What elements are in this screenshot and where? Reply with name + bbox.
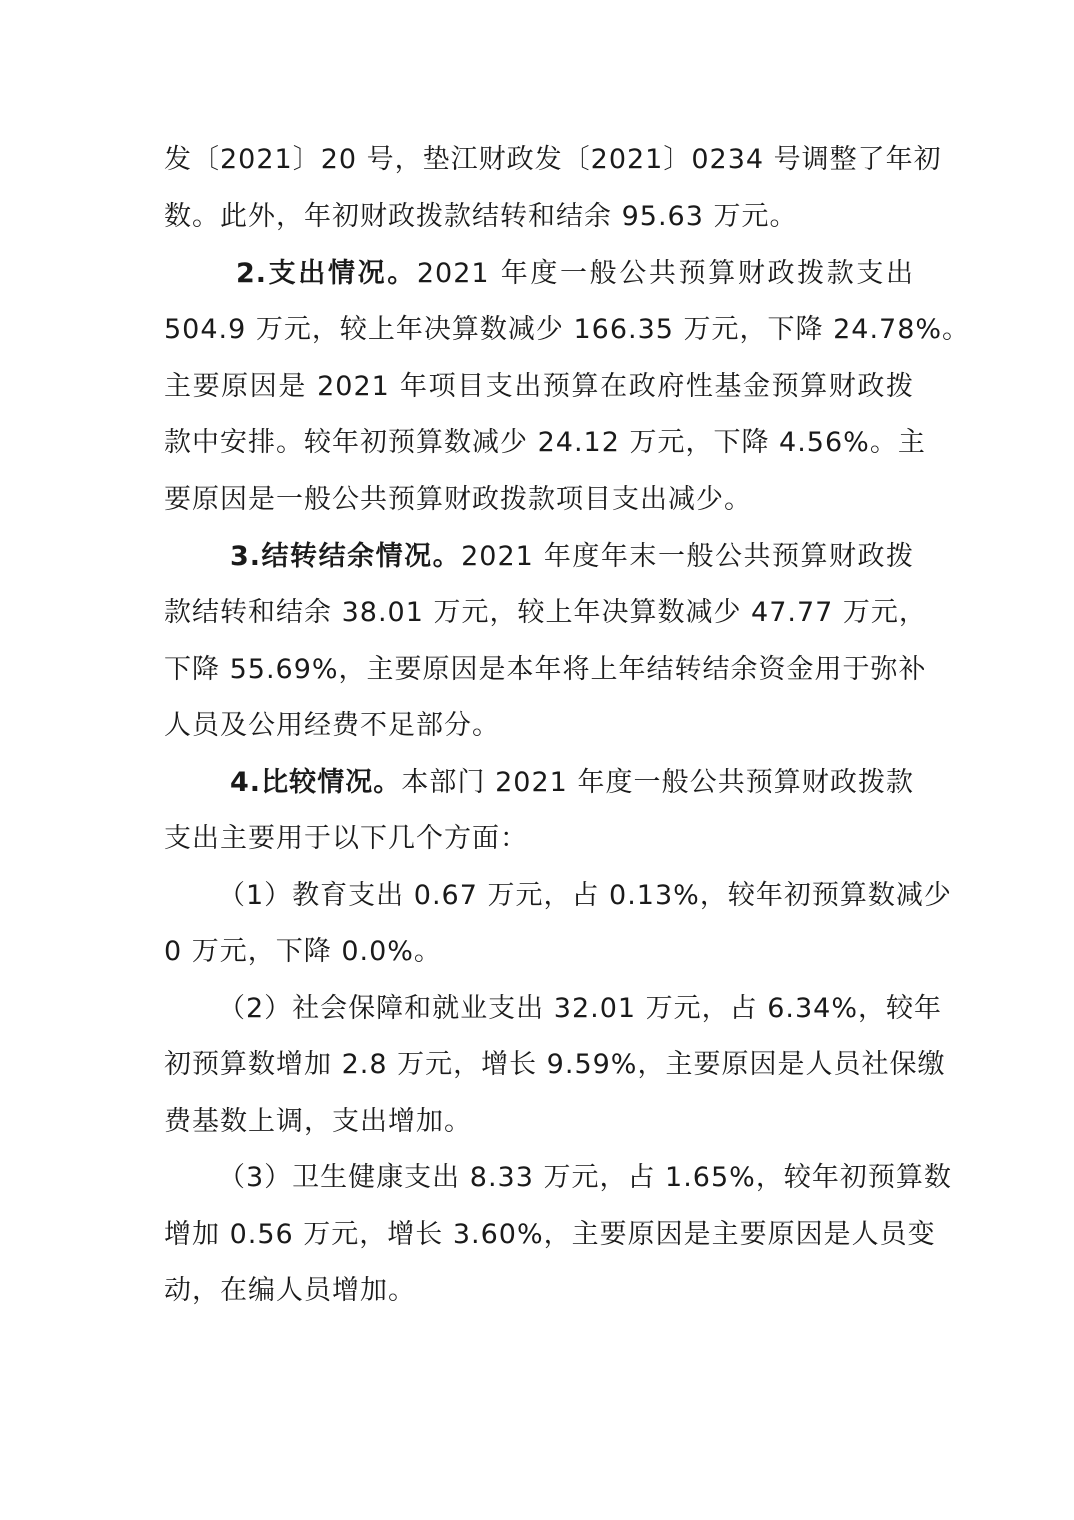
p3-line-3: 下降 55.69%，主要原因是本年将上年结转结余资金用于弥补 xyxy=(164,654,927,685)
p6-line-3: 费基数上调，支出增加。 xyxy=(164,1106,472,1137)
p7-line-2: 增加 0.56 万元，增长 3.60%，主要原因是主要原因是人员变 xyxy=(164,1219,936,1250)
p3-first-line-rest: 2021 年度年末一般公共预算财政拨 xyxy=(461,541,915,572)
p7-line-1: （3）卫生健康支出 8.33 万元，占 1.65%，较年初预算数 xyxy=(218,1162,952,1193)
p5-line-1: （1）教育支出 0.67 万元，占 0.13%，较年初预算数减少 xyxy=(218,880,952,911)
p5-line-2: 0 万元，下降 0.0%。 xyxy=(164,936,442,967)
p1-line-2: 数。此外，年初财政拨款结转和结余 95.63 万元。 xyxy=(164,201,798,232)
p4-heading: 4.比较情况。 xyxy=(230,767,402,798)
p3-heading: 3.结转结余情况。 xyxy=(230,541,462,572)
p6-line-1: （2）社会保障和就业支出 32.01 万元，占 6.34%，较年 xyxy=(218,993,942,1024)
p4-line-2: 支出主要用于以下几个方面： xyxy=(164,823,528,854)
p2-line-3: 主要原因是 2021 年项目支出预算在政府性基金预算财政拨 xyxy=(164,371,914,402)
p2-line-2: 504.9 万元，较上年决算数减少 166.35 万元，下降 24.78%。 xyxy=(164,314,971,345)
p2-line-1 xyxy=(236,254,914,294)
p1-line-1: 发〔2021〕20 号，垫江财政发〔2021〕0234 号调整了年初 xyxy=(164,144,942,175)
p2-line-4: 款中安排。较年初预算数减少 24.12 万元，下降 4.56%。主 xyxy=(164,427,926,458)
p2-first-line-rest: 2021 年度一般公共预算财政拨款支出 xyxy=(416,258,914,289)
p4-line-1 xyxy=(230,763,914,803)
p7-line-3: 动，在编人员增加。 xyxy=(164,1275,416,1306)
p2-line-5: 要原因是一般公共预算财政拨款项目支出减少。 xyxy=(164,484,752,515)
p3-line-2: 款结转和结余 38.01 万元，较上年决算数减少 47.77 万元， xyxy=(164,597,927,628)
p2-heading: 2.支出情况。 xyxy=(236,258,417,289)
p6-line-2: 初预算数增加 2.8 万元，增长 9.59%，主要原因是人员社保缴 xyxy=(164,1049,946,1080)
p4-first-line-rest: 本部门 2021 年度一般公共预算财政拨款 xyxy=(401,767,914,798)
p3-line-1 xyxy=(230,537,914,577)
p3-line-4: 人员及公用经费不足部分。 xyxy=(164,710,500,741)
